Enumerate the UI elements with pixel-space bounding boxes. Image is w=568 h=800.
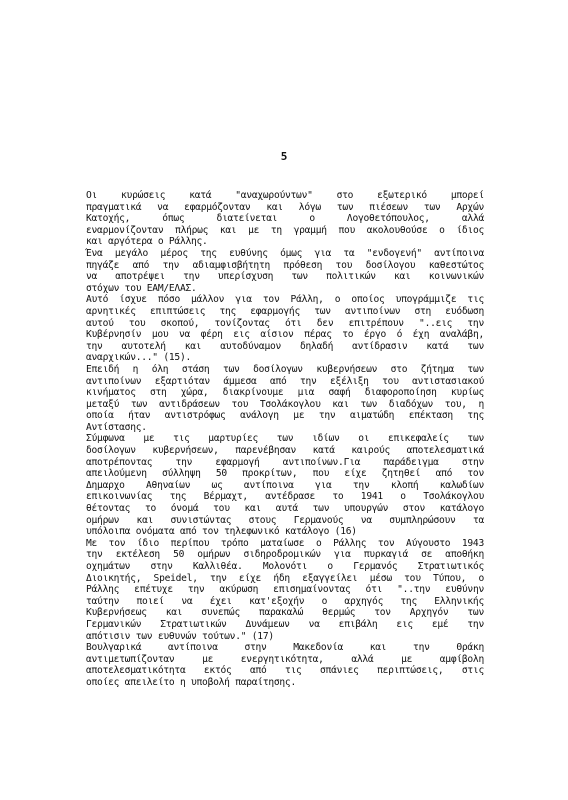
text-line: κινήματος στη χώρα, διακρίνουμε μια σαφή διαφοροποίηση κυρίως [86,387,484,399]
text-line: αντιμετωπίζονταν με ενεργητικότητα, αλλά με αμφίβολη [86,653,484,665]
page-number: 5 [280,150,288,163]
text-line: ταύτην ποιεί να έχει κατ'εξοχήν ο αρχηγός της Ελληνικής [86,595,484,607]
text-line: πραγματικά να εφαρμόζονταν και λόγω των πιέσεων των Αρχών [86,201,484,213]
text-line: Με τον ίδιο περίπου τρόπο ματαίωσε ο Ράλλης τον Αύγουστο 1943 [86,537,484,549]
text-line: Επειδή η όλη στάση των δοσίλογων κυβερνήσεων στο ζήτημα των [86,363,484,375]
text-line: Δημαρχο Αθηναίων ως αντίποινα για την κλοπή καλωδίων [86,479,484,491]
text-line: επικοινωνίας της Βέρμαχτ, αντέδρασε το 1941 ο Τσολάκογλου [86,491,484,503]
text-line: Βουλγαρικά αντίποινα στην Μακεδονία και την Θράκη [86,642,484,654]
text-line: στόχων του ΕΑΜ/ΕΛΑΣ. [86,282,197,294]
text-line: Αυτό ίσχυε πόσο μάλλον για τον Ράλλη, ο οποίος υπογράμμιζε τις [86,294,484,306]
text-line: δοσίλογων κυβερνήσεων, παρενέβησαν κατά καιρούς αποτελεσματικά [86,445,484,457]
text-line: απότισιν των ευθυνών τούτων." (17) [86,630,274,642]
body-text [86,190,484,689]
text-line: θέτοντας το όνομά του και αυτά των υπουργών στον κατάλογο [86,503,484,515]
text-line: αποτρέποντας την εφαρμογή αντιποίνων.Για παράδειγμα στην [86,456,484,468]
text-line: Σύμφωνα με τις μαρτυρίες των ιδίων οι επικεφαλείς των [86,433,484,445]
text-line: εναρμονίζονταν πλήρως και με τη γραμμή που ακολουθούσε ο ίδιος [86,224,484,236]
text-line: την εκτέλεση 50 ομήρων σιδηροδρομικών για πυρκαγιά σε αποθήκη [86,549,484,561]
text-line: Κυβερνήσεως και συνεπώς παρακαλώ θερμώς τον Αρχηγόν των [86,607,484,619]
text-line: Ένα μεγάλο μέρος της ευθύνης όμως για τα "ενδογενή" αντίποινα [86,247,484,259]
text-line: αυτού του σκοπού, τονίζοντας ότι δεν επιτρέπουν "..εις την [86,317,484,329]
text-line: πηγάζε από την αδιαμφισβήτητη πρόθεση του δοσίλογου καθεστώτος [86,259,484,271]
text-line: οχημάτων στην Καλλιθέα. Μολονότι ο Γερμανός Στρατιωτικός [86,561,484,572]
text-line: αναρχικών..." (15). [86,352,191,364]
text-line: οποία ήταν αντιστρόφως ανάλογη με την αιματώδη επέκταση της [86,410,484,422]
text-line: οποίες απειλείτο η υποβολή παραίτησης. [86,676,296,688]
text-line: μεταξύ των αντιδράσεων του Τσολάκογλου και των διαδόχων του, η [86,398,484,410]
text-line: υπόλοιπα ονόματα από τον τηλεφωνικό κατάλογο (16) [86,526,357,538]
text-line: αντιποίνων εξαρτιόταν άμμεσα από την εξέλιξη του αντιστασιακού [86,375,484,387]
text-line: Ράλλης επέτυχε την ακύρωση επισημαίνοντας ότι "..την ευθύνην [86,584,484,596]
text-line: και αργότερα ο Ράλλης. [86,236,208,248]
text-line: απειλούμενη σύλληψη 50 προκρίτων, που είχε ζητηθεί από τον [86,468,484,480]
text-line: Γερμανικών Στρατιωτικών Δυνάμεων να επιβάλη εις εμέ την [86,618,484,630]
text-line: Διοικητής, Speidel, την είχε ήδη εξαγγείλει μέσω του Τύπου, ο [86,572,484,584]
text-line: Οι κυρώσεις κατά "αναχωρούντων" στο εξωτερικό μπορεί [86,190,484,201]
text-line: Αντίστασης. [86,421,147,433]
text-line: αποτελεσματικότητα εκτός από τις σπάνιες περιπτώσεις, στις [86,665,484,677]
text-line: αρνητικές επιπτώσεις της εφαρμογής των αντιποίνων στη ευόδωση [86,305,484,317]
text-line: ομήρων και συνιστώντας στους Γερμανούς να συμπληρώσουν τα [86,514,484,526]
text-line: Κυβέρνησίν μου να φέρη εις αίσιον πέρας το έργο ό έχη αναλάβη, [86,329,484,341]
text-line: την αυτοτελή και αυτοδύναμον δηλαδή αντίδρασιν κατά των [86,340,484,352]
text-line: Κατοχής, όπως διατείνεται ο Λογοθετόπουλος, αλλά [86,213,484,225]
text-line: να αποτρέψει την υπερίσχυση των πολιτικών και κοινωνικών [86,271,484,283]
